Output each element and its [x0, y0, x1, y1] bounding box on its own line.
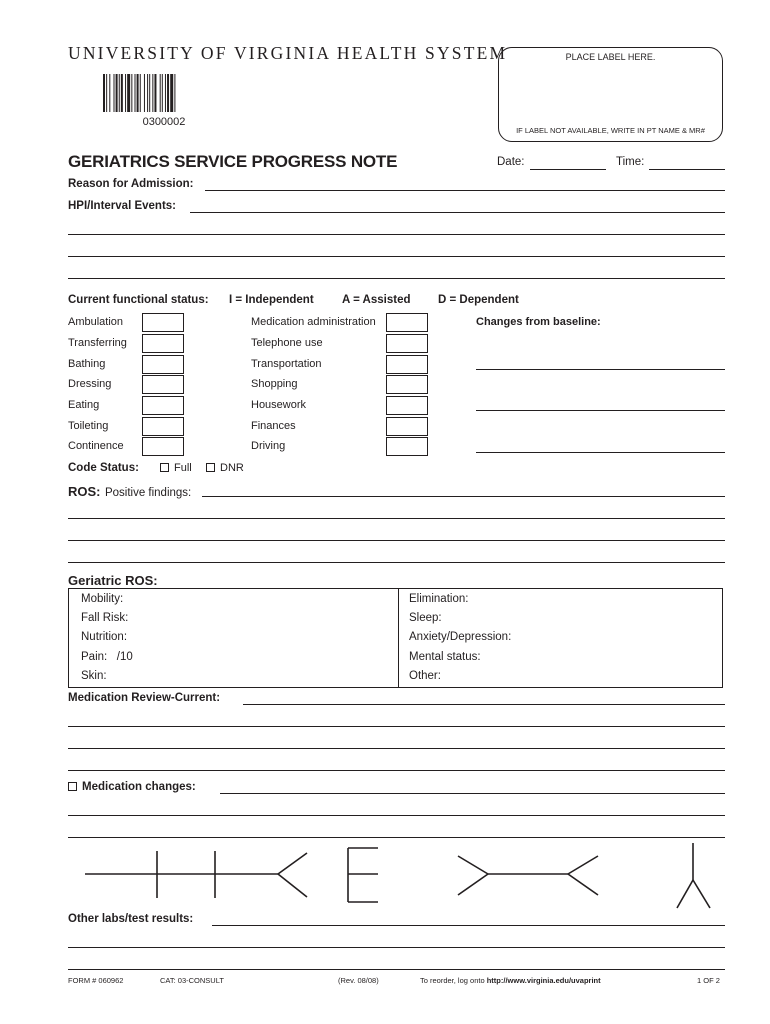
medication-changes-field[interactable]: [220, 793, 725, 794]
functional-item-label: Driving: [251, 440, 286, 452]
geriatric-ros-field[interactable]: Fall Risk:: [81, 612, 129, 624]
functional-status-heading: Current functional status:: [68, 294, 209, 306]
functional-item-label: Ambulation: [68, 316, 124, 328]
footer-category: CAT: 03-CONSULT: [160, 976, 224, 985]
functional-status-box[interactable]: [386, 417, 428, 436]
geriatric-ros-field[interactable]: Sleep:: [409, 612, 442, 624]
functional-item-label: Bathing: [68, 358, 106, 370]
barcode: [103, 74, 225, 112]
code-status-dnr-option[interactable]: [206, 462, 244, 474]
barcode-bar: [119, 74, 120, 112]
barcode-bar: [160, 74, 161, 112]
functional-status-box[interactable]: [386, 437, 428, 456]
functional-item-label: Transportation: [251, 358, 322, 370]
other-labs-field[interactable]: [212, 925, 725, 926]
label-box-instruction: PLACE LABEL HERE.: [565, 52, 656, 62]
barcode-bar: [109, 74, 110, 112]
other-labs-line[interactable]: [68, 947, 725, 948]
medication-review-line[interactable]: [68, 726, 725, 727]
cbc-fishbone-icon: [458, 856, 598, 895]
ros-line[interactable]: [68, 518, 725, 519]
geriatric-ros-field[interactable]: Anxiety/Depression:: [409, 631, 512, 643]
barcode-bar: [174, 74, 175, 112]
footer-reorder: [420, 976, 601, 985]
hpi-field[interactable]: [190, 212, 725, 213]
medication-changes-line[interactable]: [68, 837, 725, 838]
geriatric-ros-field[interactable]: Mental status:: [409, 651, 481, 663]
medication-review-line[interactable]: [68, 748, 725, 749]
footer-revision: (Rev. 08/08): [338, 976, 379, 985]
barcode-bar: [114, 74, 115, 112]
footer-form-number: FORM # 060962: [68, 976, 124, 985]
form-title: GERIATRICS SERVICE PROGRESS NOTE: [68, 152, 398, 171]
ros-label: ROS:: [68, 484, 101, 499]
barcode-bar: [121, 74, 123, 112]
abg-bracket-icon: [348, 848, 378, 902]
functional-item-label: Continence: [68, 440, 124, 452]
functional-item-label: Toileting: [68, 420, 109, 432]
geriatric-ros-heading: Geriatric ROS:: [68, 573, 158, 588]
ros-field[interactable]: [202, 496, 725, 497]
medication-changes-line[interactable]: [68, 815, 725, 816]
functional-status-box[interactable]: [386, 313, 428, 332]
functional-status-box[interactable]: [386, 375, 428, 394]
functional-status-box[interactable]: [386, 396, 428, 415]
barcode-bar: [103, 74, 105, 112]
functional-status-box[interactable]: [386, 334, 428, 353]
ros-line[interactable]: [68, 562, 725, 563]
barcode-bar: [106, 74, 107, 112]
lab-values-diagram: [60, 840, 730, 915]
institution-name: UNIVERSITY OF VIRGINIA HEALTH SYSTEM: [68, 43, 508, 63]
barcode-bar: [149, 74, 150, 112]
functional-item-label: Telephone use: [251, 337, 323, 349]
functional-status-box[interactable]: [142, 437, 184, 456]
geriatric-ros-field[interactable]: Other:: [409, 670, 441, 682]
label-box-fallback-instruction: IF LABEL NOT AVAILABLE, WRITE IN PT NAME & MR#: [516, 126, 705, 135]
changes-from-baseline-line[interactable]: [476, 452, 725, 453]
functional-status-box[interactable]: [142, 396, 184, 415]
barcode-bar: [165, 74, 166, 112]
barcode-bar: [152, 74, 153, 112]
barcode-bar: [154, 74, 156, 112]
barcode-bar: [162, 74, 163, 112]
checkbox-icon[interactable]: [160, 463, 169, 472]
functional-item-label: Medication administration: [251, 316, 376, 328]
hpi-line[interactable]: [68, 256, 725, 257]
date-field[interactable]: [530, 169, 606, 170]
geriatric-ros-field[interactable]: Nutrition:: [81, 631, 128, 643]
code-status-full-option[interactable]: [160, 462, 192, 474]
functional-status-box[interactable]: [142, 355, 184, 374]
legend-independent: I = Independent: [229, 294, 314, 306]
changes-from-baseline-line[interactable]: [476, 410, 725, 411]
code-status-full-label: Full: [174, 462, 192, 474]
functional-status-box[interactable]: [142, 334, 184, 353]
bmp-fishbone-icon: [85, 851, 307, 898]
functional-status-box[interactable]: [386, 355, 428, 374]
code-status-label: Code Status:: [68, 462, 139, 474]
barcode-bar: [167, 74, 169, 112]
table-divider: [398, 589, 399, 687]
geriatric-ros-field[interactable]: Elimination:: [409, 593, 469, 605]
geriatric-ros-field[interactable]: Skin:: [81, 670, 107, 682]
ros-line[interactable]: [68, 540, 725, 541]
functional-item-label: Finances: [251, 420, 296, 432]
hpi-line[interactable]: [68, 234, 725, 235]
legend-dependent: D = Dependent: [438, 294, 519, 306]
geriatric-ros-field[interactable]: Pain: /10: [81, 651, 133, 663]
time-field[interactable]: [649, 169, 725, 170]
functional-item-label: Eating: [68, 399, 100, 411]
barcode-bar: [147, 74, 148, 112]
checkbox-icon[interactable]: [206, 463, 215, 472]
hpi-label: HPI/Interval Events:: [68, 200, 177, 212]
barcode-bar: [144, 74, 145, 112]
footer-reorder-link[interactable]: http://www.virginia.edu/uvaprint: [486, 976, 601, 985]
geriatric-ros-field[interactable]: Mobility:: [81, 593, 124, 605]
barcode-bar: [125, 74, 126, 112]
barcode-bar: [135, 74, 136, 112]
hpi-line[interactable]: [68, 278, 725, 279]
functional-item-label: Housework: [251, 399, 307, 411]
functional-status-box[interactable]: [142, 375, 184, 394]
functional-item-label: Shopping: [251, 378, 298, 390]
time-label: Time:: [616, 156, 645, 168]
footer-reorder-text: To reorder, log onto: [420, 976, 487, 985]
changes-from-baseline-label: Changes from baseline:: [476, 316, 601, 328]
legend-assisted: A = Assisted: [342, 294, 411, 306]
functional-item-label: Dressing: [68, 378, 112, 390]
medication-changes-label: Medication changes:: [82, 781, 196, 793]
barcode-bar: [116, 74, 118, 112]
functional-status-box[interactable]: [142, 417, 184, 436]
footer-page-number: 1 OF 2: [697, 976, 720, 985]
barcode-bar: [127, 74, 130, 112]
reason-for-admission-label: Reason for Admission:: [68, 178, 194, 190]
patient-label-box[interactable]: [498, 47, 723, 142]
medication-review-line[interactable]: [68, 770, 725, 771]
other-labs-line[interactable]: [68, 969, 725, 970]
functional-item-label: Transferring: [68, 337, 127, 349]
checkbox-icon[interactable]: [68, 782, 77, 791]
barcode-bar: [170, 74, 173, 112]
coag-y-icon: [677, 843, 710, 908]
barcode-number: 0300002: [142, 116, 186, 128]
changes-from-baseline-line[interactable]: [476, 369, 725, 370]
ros-positive-findings-label: Positive findings:: [104, 487, 192, 499]
code-status-dnr-label: DNR: [220, 462, 244, 474]
reason-for-admission-field[interactable]: [205, 190, 725, 191]
ros-heading: [68, 483, 191, 501]
functional-status-box[interactable]: [142, 313, 184, 332]
date-label: Date:: [497, 156, 525, 168]
geriatric-ros-table: [68, 588, 723, 688]
other-labs-label: Other labs/test results:: [68, 913, 194, 925]
medication-changes-option[interactable]: [68, 781, 196, 793]
barcode-bar: [131, 74, 132, 112]
medication-review-field[interactable]: [243, 704, 725, 705]
barcode-bar: [140, 74, 141, 112]
barcode-bar: [137, 74, 139, 112]
medication-review-label: Medication Review-Current:: [68, 692, 221, 704]
